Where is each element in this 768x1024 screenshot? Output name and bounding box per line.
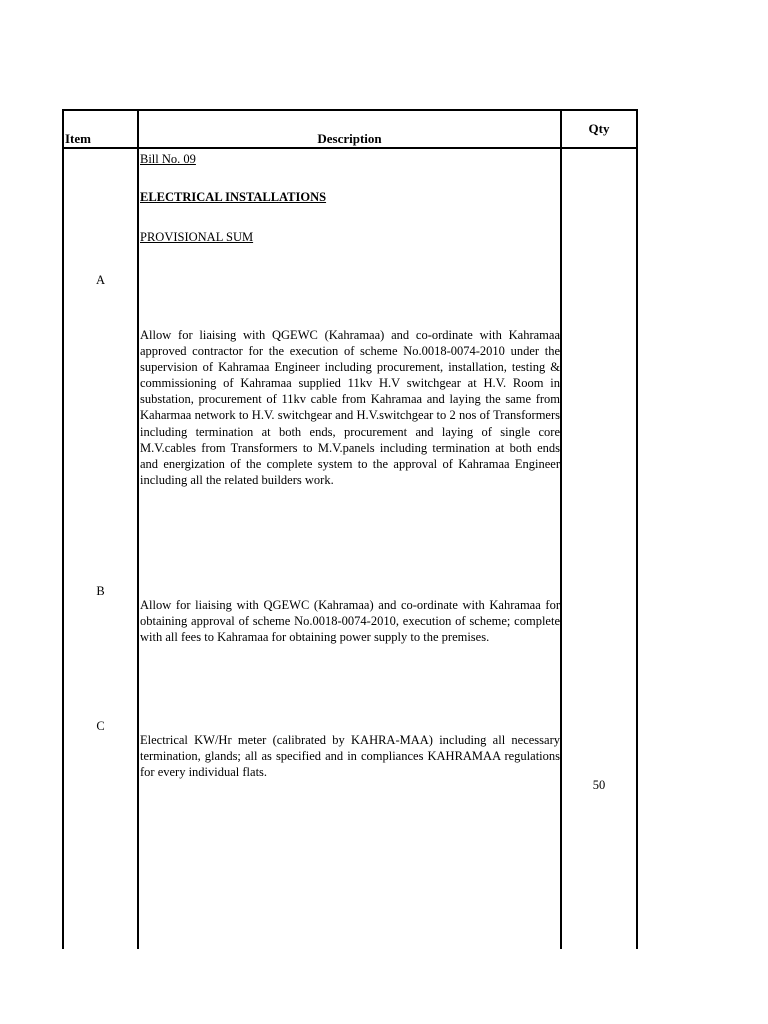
item-description-a: Allow for liaising with QGEWC (Kahramaa) and co-ordinate with Kahramaa approved contractor for the execution of scheme No.0018-0074-2010 under the supervision of Kahramaa Engineer including procurement, installation, testing & commissioning of Kahramaa supplied 11kv H.V switchgear at H.V. Room in substation, procurement of 11kv cable from Kahramaa and laying the same from Kaharmaa network to H.V. switchgear and H.V.switchgear to 2 nos of Transformers including termination at both ends, procurement and laying of single core M.V.cables from Transformers to M.V.panels including termination at both ends and energization of the complete system to the approval of Kahramaa Engineer including all the related builders work. — [140, 328, 560, 487]
item-column-divider — [137, 109, 139, 949]
qty-column-header: Qty — [588, 121, 610, 136]
item-description-c: Electrical KW/Hr meter (calibrated by KAHRA-MAA) including all necessary termination, glands; all as specified and in compliances KAHRAMAA regulations for every individual flats. — [140, 733, 560, 780]
item-qty-c: 50 — [592, 778, 606, 792]
item-code-c: C — [96, 719, 105, 733]
item-code-a: A — [95, 273, 106, 287]
qty-column-divider — [560, 109, 562, 949]
bill-title: ELECTRICAL INSTALLATIONS — [140, 190, 327, 204]
item-code-b: B — [96, 584, 105, 598]
table-right-border — [636, 109, 638, 949]
bill-number: Bill No. 09 — [140, 152, 196, 166]
description-column-header: Description — [317, 131, 382, 146]
table-top-border — [62, 109, 638, 111]
bill-subtitle: PROVISIONAL SUM — [140, 230, 254, 244]
item-column-header: Item — [65, 131, 91, 146]
item-description-b: Allow for liaising with QGEWC (Kahramaa) and co-ordinate with Kahramaa for obtaining approval of scheme No.0018-0074-2010, execution of scheme; complete with all fees to Kahramaa for obtaining power supply to the premises. — [140, 598, 560, 645]
table-header-separator — [62, 147, 638, 149]
table-left-border — [62, 109, 64, 949]
